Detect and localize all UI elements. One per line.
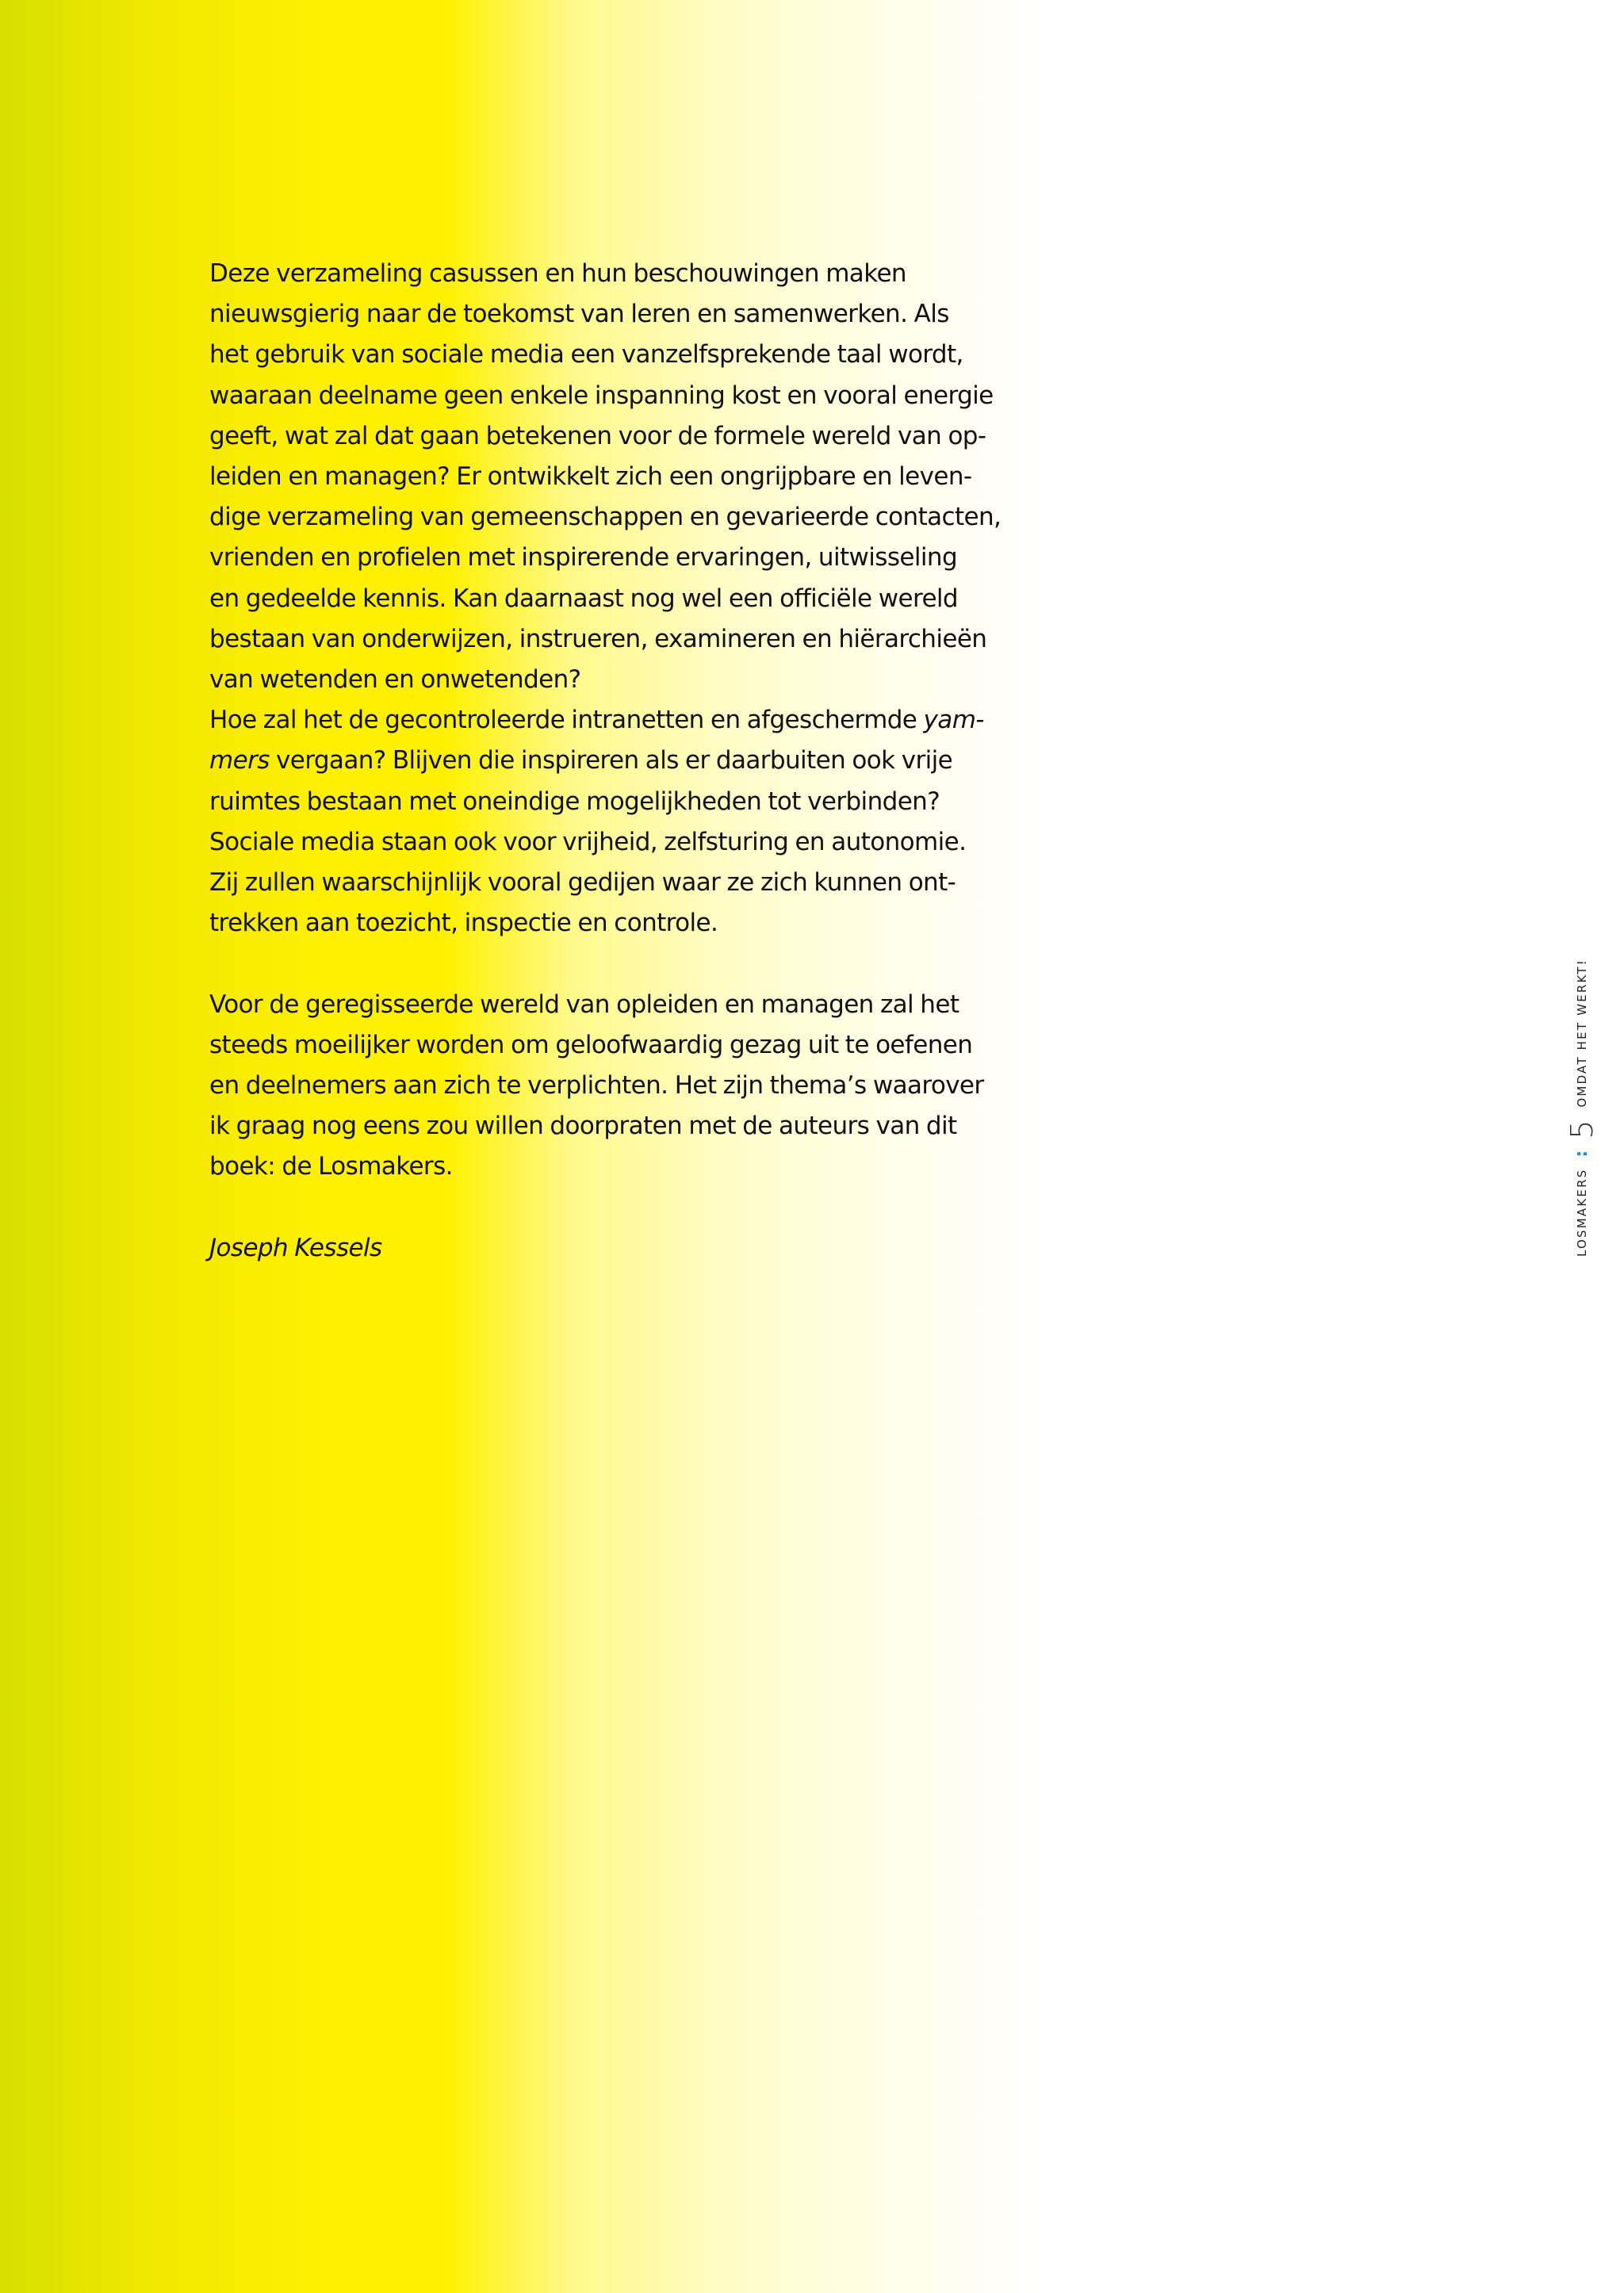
p1-line-10: bestaan van onderwijzen, instrueren, examineren en hiërarchieën: [209, 624, 987, 653]
book-title-label: LOSMAKERS: [1575, 1168, 1589, 1257]
p2-line-1: [209, 700, 1050, 741]
p1-line-5: geeft, wat zal dat gaan betekenen voor de formele wereld van op-: [209, 421, 986, 450]
p2-line-3: ruimtes bestaan met oneindige mogelijkheden tot verbinden?: [209, 787, 940, 816]
p2-line-1-italic: yam-: [923, 706, 984, 735]
p3-line-3: en deelnemers aan zich te verplichten. Het zijn thema’s waarover: [209, 1071, 984, 1101]
p1-line-6: leiden en managen? Er ontwikkelt zich een ongrijpbare en leven-: [209, 462, 972, 492]
book-subtitle-label: OMDAT HET WERKT!: [1575, 959, 1589, 1108]
p2-line-5: Zij zullen waarschijnlijk vooral gedijen waar ze zich kunnen ont-: [209, 868, 956, 898]
body-text: [209, 254, 1050, 1269]
p2-line-6: trekken aan toezicht, inspectie en controle.: [209, 909, 718, 938]
paragraph-gap: [209, 1188, 1050, 1228]
p1-line-1: Deze verzameling casussen en hun beschouwingen maken: [209, 259, 906, 288]
p1-line-7: dige verzameling van gemeenschappen en gevarieerde contacten,: [209, 503, 1002, 532]
p3-line-2: steeds moeilijker worden om geloofwaardig gezag uit te oefenen: [209, 1030, 973, 1059]
p2-line-1-text: Hoe zal het de gecontroleerde intranetten en afgeschermde: [209, 706, 924, 735]
paragraph-gap: [209, 944, 1050, 984]
p1-line-9: en gedeelde kennis. Kan daarnaast nog wel een officiële wereld: [209, 584, 959, 613]
signature: Joseph Kessels: [209, 1233, 382, 1262]
p2-line-2-text: vergaan? Blijven die inspireren als er daarbuiten ook vrije: [269, 746, 953, 775]
p1-line-2: nieuwsgierig naar de toekomst van leren en samenwerken. Als: [209, 300, 949, 329]
p1-line-3: het gebruik van sociale media een vanzelfsprekende taal wordt,: [209, 340, 963, 369]
p2-line-2-italic: mers: [209, 746, 270, 775]
p3-line-4: ik graag nog eens zou willen doorpraten met de auteurs van dit: [209, 1112, 957, 1141]
page-number: 5: [1565, 1120, 1599, 1139]
running-footer: [1567, 959, 1597, 1257]
p1-line-4: waaraan deelname geen enkele inspanning kost en vooral energie: [209, 381, 994, 410]
p1-line-8: vrienden en profielen met inspirerende ervaringen, uitwisseling: [209, 543, 958, 572]
p3-line-5: boek: de Losmakers.: [209, 1152, 453, 1181]
separator-colon: :: [1572, 1150, 1591, 1158]
p2-line-4: Sociale media staan ook voor vrijheid, zelfsturing en autonomie.: [209, 827, 967, 856]
p3-line-1: Voor de geregisseerde wereld van opleiden en managen zal het: [209, 990, 959, 1019]
p1-line-11: van wetenden en onwetenden?: [209, 665, 581, 695]
p2-line-2: [209, 741, 1050, 781]
